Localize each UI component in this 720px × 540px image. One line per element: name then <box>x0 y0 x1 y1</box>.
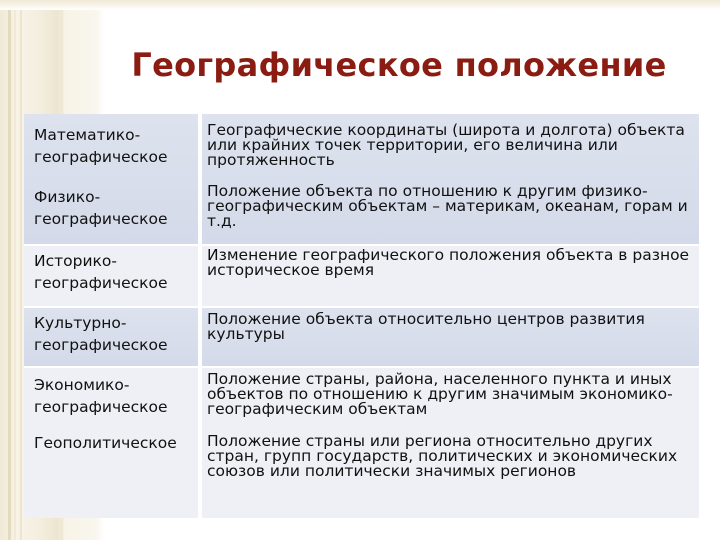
table-row-description: Географические координаты (широта и долгота) объекта или крайних точек территории, его величина или протяженность <box>207 121 685 169</box>
position-table <box>24 114 699 518</box>
table-row-type: Экономико- географическое <box>34 376 168 416</box>
table-row-description: Положение страны, района, населенного пункта и иных объектов по отношению к другим значимым экономико-географическим объектам <box>207 370 673 418</box>
table-row-type: Геополитическое <box>34 434 177 452</box>
table-row-type: Культурно- географическое <box>34 314 168 354</box>
row-separator <box>24 306 699 308</box>
decor-stripe <box>20 0 22 540</box>
slide-title: Географическое положение <box>131 46 667 84</box>
decor-stripe <box>8 0 11 540</box>
column-separator <box>198 114 202 518</box>
table-row-description: Положение страны или региона относительно других стран, групп государств, политических и экономических союзов или политически значимых регионов <box>207 432 678 480</box>
table-row-type: Физико- географическое <box>34 188 168 228</box>
table-row-description: Изменение географического положения объекта в разное историческое время <box>207 246 690 279</box>
top-decoration <box>0 0 720 10</box>
table-row-type: Математико- географическое <box>34 126 168 166</box>
table-row-description: Положение объекта по отношению к другим физико- географическим объектам – материкам, океанам, горам и т.д. <box>207 182 688 230</box>
table-row-description: Положение объекта относительно центров развития культуры <box>207 310 645 343</box>
row-separator <box>24 366 699 368</box>
table-row-type: Историко- географическое <box>34 252 168 292</box>
